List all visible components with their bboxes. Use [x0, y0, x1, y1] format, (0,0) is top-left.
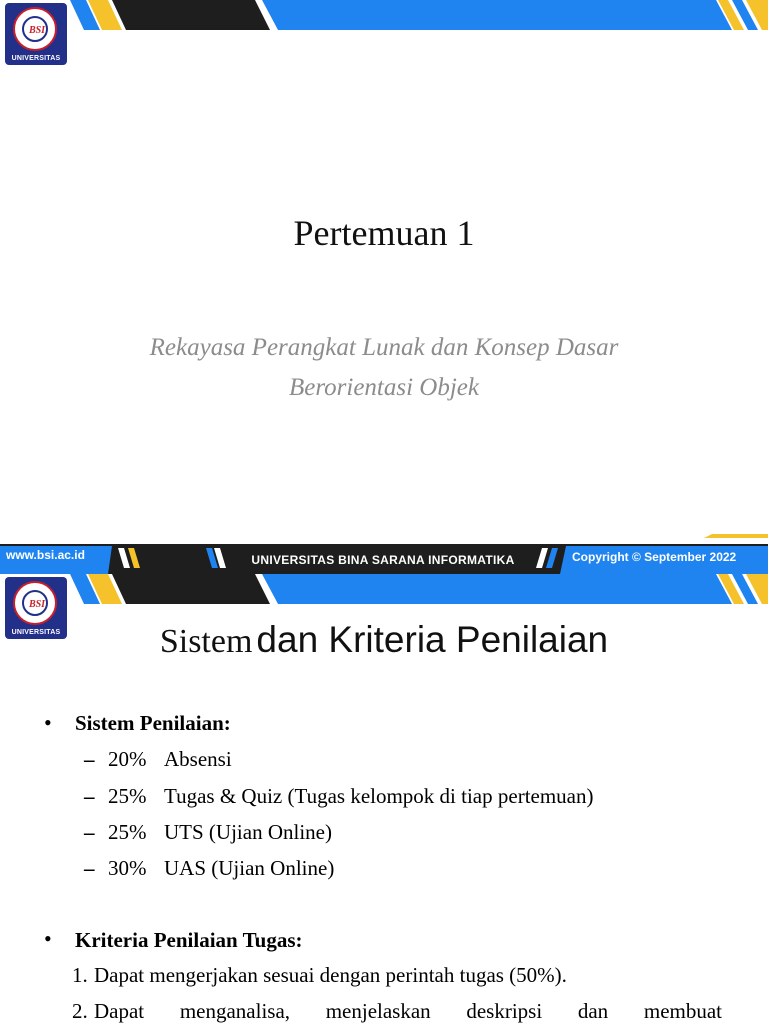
criteria-item: [72, 963, 567, 988]
section-heading-grading: Sistem Penilaian:: [75, 711, 231, 735]
university-logo: [5, 3, 67, 65]
title-part-1: Sistem: [159, 623, 253, 660]
footer-university: UNIVERSITAS BINA SARANA INFORMATIKA: [251, 553, 515, 567]
criteria-word: Dapat: [94, 999, 145, 1023]
dash-icon: –: [84, 784, 95, 808]
criteria-word: menganalisa,: [179, 999, 291, 1023]
logo-mark: BSI: [28, 599, 46, 610]
criteria-text: Dapat mengerjakan sesuai dengan perintah tugas (50%).: [94, 963, 567, 987]
grading-percent: 20%: [108, 747, 147, 771]
grading-percent: 25%: [108, 784, 147, 808]
logo-emblem: [13, 7, 57, 51]
grading-percent: 25%: [108, 820, 147, 844]
slide-footer: [0, 534, 768, 574]
dash-icon: –: [84, 820, 95, 844]
criteria-word: membuat: [643, 999, 723, 1023]
footer-copyright: Copyright © September 2022: [572, 550, 737, 564]
slide-2: [0, 574, 768, 1024]
bullet-icon: •: [44, 710, 52, 735]
grading-item: [84, 784, 594, 809]
criteria-text: [94, 999, 722, 1024]
criteria-number: 1.: [72, 963, 88, 987]
grading-item: [84, 856, 334, 881]
criteria-word: deskripsi: [466, 999, 543, 1023]
logo-inner-ring: [22, 16, 48, 42]
grading-label: UTS (Ujian Online): [164, 820, 332, 844]
criteria-item: [72, 999, 94, 1024]
bullet-icon: •: [44, 926, 52, 951]
subtitle-line-1: Rekayasa Perangkat Lunak dan Konsep Dasar: [149, 334, 619, 361]
grading-label: Absensi: [164, 747, 232, 771]
dash-icon: –: [84, 747, 95, 771]
logo-mark: BSI: [28, 25, 46, 36]
logo-label: UNIVERSITAS: [11, 629, 61, 636]
logo-inner-ring: [22, 590, 48, 616]
slide-subtitle: [100, 328, 668, 408]
criteria-word: dan: [577, 999, 609, 1023]
grading-label: Tugas & Quiz (Tugas kelompok di tiap pertemuan): [164, 784, 594, 808]
grading-item: [84, 820, 332, 845]
criteria-number: 2.: [72, 999, 88, 1023]
criteria-word: menjelaskan: [325, 999, 431, 1023]
footer-url: www.bsi.ac.id: [6, 548, 85, 562]
title-part-2: dan Kriteria Penilaian: [256, 619, 609, 660]
logo-label: UNIVERSITAS: [11, 55, 61, 62]
section-heading-criteria: Kriteria Penilaian Tugas:: [75, 928, 303, 952]
grading-label: UAS (Ujian Online): [164, 856, 335, 880]
subtitle-line-2: Berorientasi Objek: [288, 374, 479, 401]
top-decorative-bar: [0, 0, 768, 30]
top-decorative-bar: [0, 574, 768, 604]
slide-title: Pertemuan 1: [293, 213, 475, 253]
slide-title: [0, 619, 768, 661]
dash-icon: –: [84, 856, 95, 880]
grading-percent: 30%: [108, 856, 147, 880]
grading-item: [84, 747, 232, 772]
